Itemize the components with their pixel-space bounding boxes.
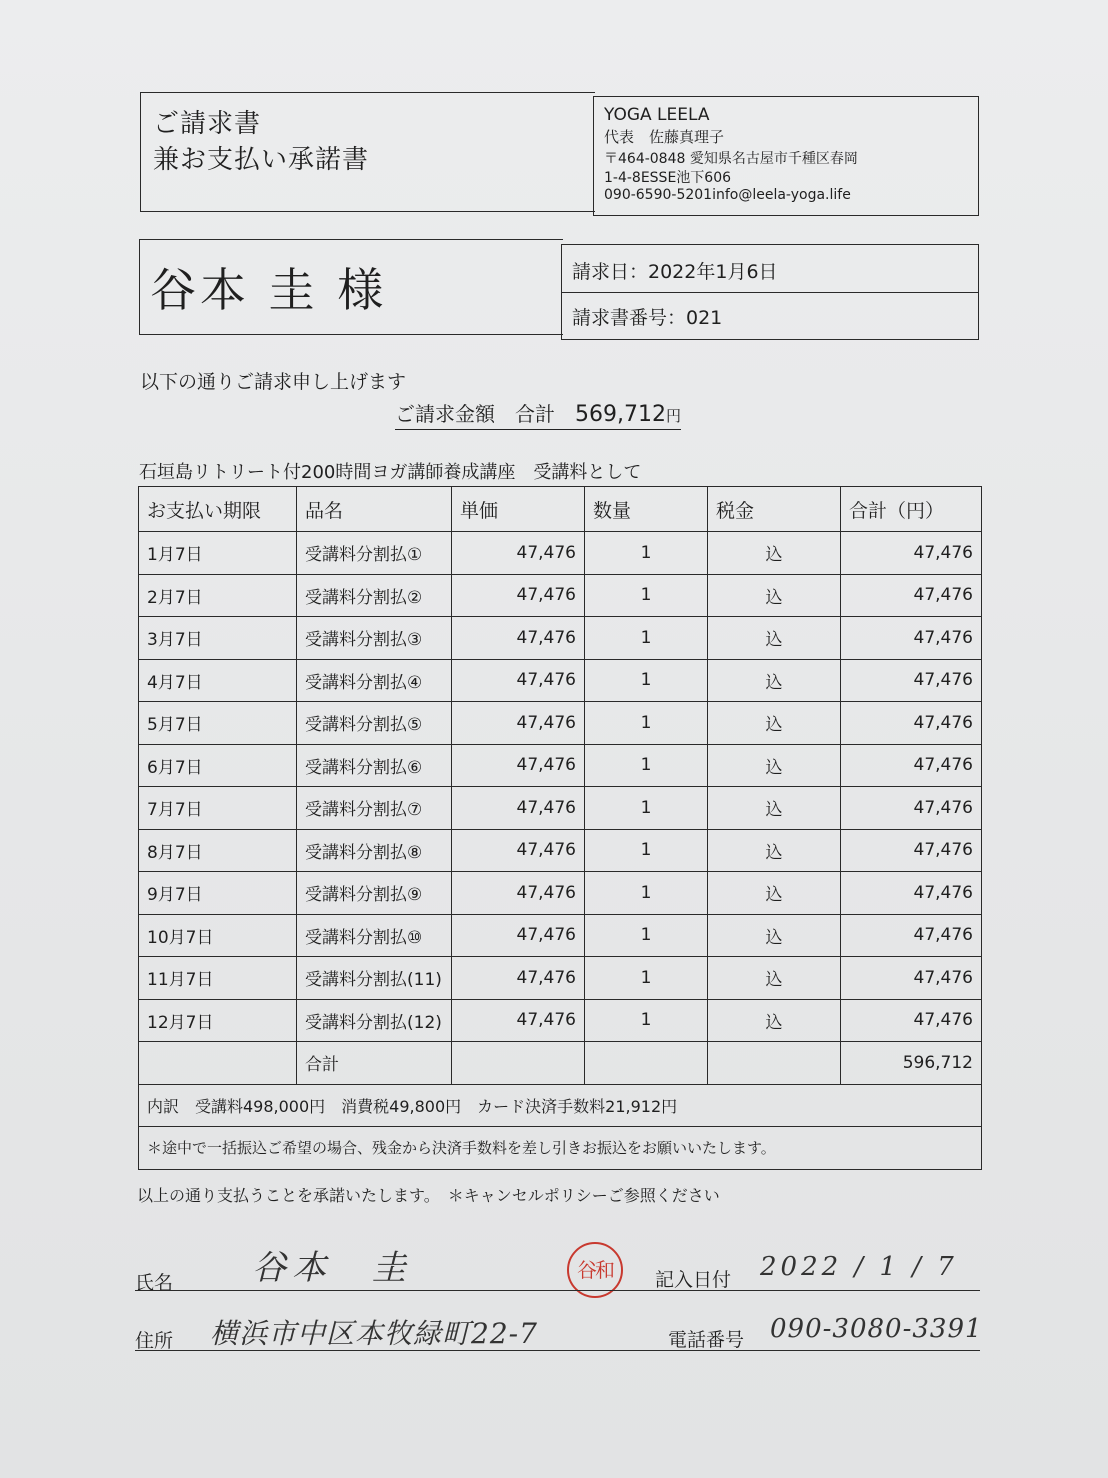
issuer-name: YOGA LEELA: [604, 105, 710, 125]
name-label: 氏名: [135, 1272, 174, 1294]
row-tax: 込: [708, 532, 841, 575]
total-amount-line: [395, 398, 681, 430]
row-tax: 込: [708, 829, 841, 872]
note-text: ＊途中で一括振込ご希望の場合、残金から決済手数料を差し引きお振込をお願いいたします。: [139, 1127, 982, 1170]
row-quantity: 1: [585, 999, 708, 1042]
row-tax: 込: [708, 872, 841, 915]
row-tax: 込: [708, 914, 841, 957]
header-due-date: お支払い期限: [139, 487, 297, 532]
issuer-address1: 〒464-0848 愛知県名古屋市千種区春岡: [604, 151, 858, 167]
address-handwritten: 横浜市中区本牧緑町22-7: [210, 1317, 538, 1350]
row-due-date: 8月7日: [139, 829, 297, 872]
table-row: [139, 702, 982, 745]
row-tax: 込: [708, 999, 841, 1042]
total-row-value: 596,712: [841, 1042, 982, 1085]
invoice-number: 請求書番号：021: [572, 307, 723, 329]
breakdown-row: [139, 1084, 982, 1127]
issuer-box: [593, 96, 979, 216]
address-underline: [135, 1350, 980, 1351]
table-row: [139, 787, 982, 830]
row-unit-price: 47,476: [452, 744, 585, 787]
table-total-row: [139, 1042, 982, 1085]
row-unit-price: 47,476: [452, 532, 585, 575]
note-row: [139, 1127, 982, 1170]
table-row: [139, 829, 982, 872]
table-body: [139, 532, 982, 1042]
table-row: [139, 872, 982, 915]
header-unit-price: 単価: [452, 487, 585, 532]
total-amount-value: 569,712: [575, 402, 666, 427]
row-quantity: 1: [585, 957, 708, 1000]
phone-label: 電話番号: [668, 1329, 745, 1351]
row-unit-price: 47,476: [452, 574, 585, 617]
row-total: 47,476: [841, 532, 982, 575]
row-quantity: 1: [585, 574, 708, 617]
row-item: 受講料分割払①: [297, 532, 452, 575]
row-total: 47,476: [841, 829, 982, 872]
row-total: 47,476: [841, 659, 982, 702]
total-amount-label: ご請求金額 合計: [395, 402, 575, 426]
issuer-contact: 090-6590-5201info@leela-yoga.life: [604, 187, 851, 203]
row-quantity: 1: [585, 744, 708, 787]
issuer-rep: 代表 佐藤真理子: [604, 128, 725, 146]
row-due-date: 12月7日: [139, 999, 297, 1042]
row-total: 47,476: [841, 574, 982, 617]
row-total: 47,476: [841, 999, 982, 1042]
row-due-date: 9月7日: [139, 872, 297, 915]
total-amount-unit: 円: [665, 407, 681, 425]
row-total: 47,476: [841, 744, 982, 787]
row-tax: 込: [708, 617, 841, 660]
row-quantity: 1: [585, 829, 708, 872]
name-underline: [135, 1290, 980, 1291]
header-tax: 税金: [708, 487, 841, 532]
course-title: 石垣島リトリート付200時間ヨガ講師養成講座 受講料として: [139, 462, 642, 483]
total-row-label: 合計: [297, 1042, 452, 1085]
row-due-date: 2月7日: [139, 574, 297, 617]
row-total: 47,476: [841, 872, 982, 915]
row-quantity: 1: [585, 787, 708, 830]
date-label: 記入日付: [655, 1269, 732, 1291]
row-unit-price: 47,476: [452, 872, 585, 915]
row-item: 受講料分割払⑦: [297, 787, 452, 830]
row-due-date: 3月7日: [139, 617, 297, 660]
row-quantity: 1: [585, 914, 708, 957]
row-item: 受講料分割払(12): [297, 999, 452, 1042]
recipient-name: 谷本 圭 様: [150, 263, 388, 317]
table-row: [139, 957, 982, 1000]
intro-text: 以下の通りご請求申し上げます: [140, 371, 407, 393]
row-item: 受講料分割払⑤: [297, 702, 452, 745]
table-row: [139, 744, 982, 787]
recipient-box: [139, 239, 563, 335]
row-tax: 込: [708, 702, 841, 745]
row-item: 受講料分割払⑨: [297, 872, 452, 915]
row-due-date: 10月7日: [139, 914, 297, 957]
seal-stamp-text: 谷和: [577, 1258, 613, 1282]
name-handwritten: 谷本 圭: [252, 1248, 412, 1288]
row-total: 47,476: [841, 957, 982, 1000]
row-item: 受講料分割払(11): [297, 957, 452, 1000]
title-box: [140, 92, 595, 212]
row-quantity: 1: [585, 659, 708, 702]
date-handwritten: 2022 / 1 / 7: [760, 1252, 958, 1282]
row-unit-price: 47,476: [452, 999, 585, 1042]
row-tax: 込: [708, 574, 841, 617]
row-unit-price: 47,476: [452, 702, 585, 745]
row-total: 47,476: [841, 914, 982, 957]
row-total: 47,476: [841, 617, 982, 660]
row-due-date: 11月7日: [139, 957, 297, 1000]
row-unit-price: 47,476: [452, 829, 585, 872]
header-item: 品名: [297, 487, 452, 532]
row-item: 受講料分割払⑩: [297, 914, 452, 957]
table-row: [139, 999, 982, 1042]
row-item: 受講料分割払③: [297, 617, 452, 660]
row-quantity: 1: [585, 532, 708, 575]
table-row: [139, 659, 982, 702]
phone-handwritten: 090-3080-3391: [770, 1314, 983, 1344]
row-due-date: 4月7日: [139, 659, 297, 702]
consent-text: 以上の通り支払うことを承諾いたします。 ＊キャンセルポリシーご参照ください: [137, 1186, 720, 1205]
row-unit-price: 47,476: [452, 787, 585, 830]
row-item: 受講料分割払⑧: [297, 829, 452, 872]
table-row: [139, 914, 982, 957]
row-quantity: 1: [585, 872, 708, 915]
payment-table: [138, 486, 982, 1170]
table-row: [139, 574, 982, 617]
row-quantity: 1: [585, 617, 708, 660]
header-total: 合計（円）: [841, 487, 982, 532]
row-due-date: 7月7日: [139, 787, 297, 830]
row-item: 受講料分割払⑥: [297, 744, 452, 787]
row-total: 47,476: [841, 787, 982, 830]
table-header-row: [139, 487, 982, 532]
row-quantity: 1: [585, 702, 708, 745]
row-total: 47,476: [841, 702, 982, 745]
row-unit-price: 47,476: [452, 957, 585, 1000]
row-item: 受講料分割払②: [297, 574, 452, 617]
table-row: [139, 617, 982, 660]
row-unit-price: 47,476: [452, 617, 585, 660]
table-row: [139, 532, 982, 575]
row-due-date: 5月7日: [139, 702, 297, 745]
row-due-date: 6月7日: [139, 744, 297, 787]
row-unit-price: 47,476: [452, 914, 585, 957]
row-due-date: 1月7日: [139, 532, 297, 575]
doc-title-line2: 兼お支払い承諾書: [153, 145, 370, 175]
row-tax: 込: [708, 957, 841, 1000]
row-item: 受講料分割払④: [297, 659, 452, 702]
invoice-date: 請求日：2022年1月6日: [572, 261, 778, 283]
header-quantity: 数量: [585, 487, 708, 532]
info-divider: [562, 292, 978, 293]
row-tax: 込: [708, 744, 841, 787]
address-label: 住所: [135, 1330, 174, 1352]
invoice-info-box: [561, 244, 979, 340]
doc-title-line1: ご請求書: [153, 109, 262, 139]
row-tax: 込: [708, 659, 841, 702]
breakdown-text: 内訳 受講料498,000円 消費税49,800円 カード決済手数料21,912円: [139, 1084, 982, 1127]
row-tax: 込: [708, 787, 841, 830]
issuer-address2: 1-4-8ESSE池下606: [604, 170, 732, 186]
row-unit-price: 47,476: [452, 659, 585, 702]
